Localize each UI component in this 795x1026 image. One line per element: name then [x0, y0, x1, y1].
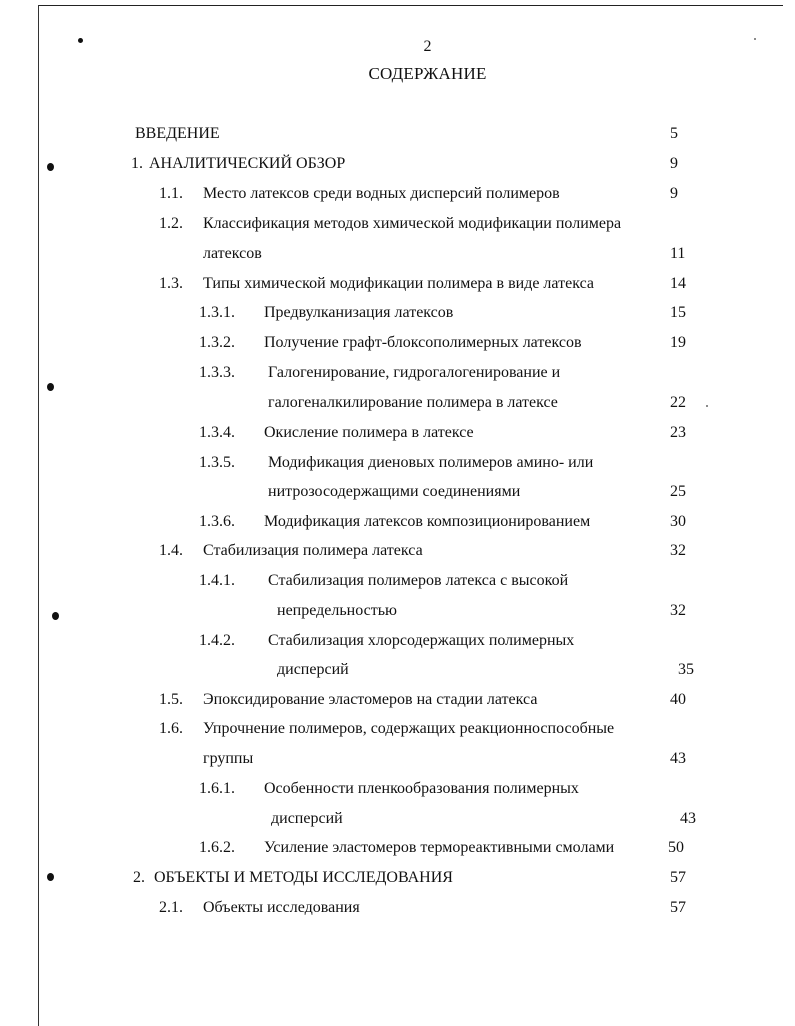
- toc-entry-page: 57: [670, 899, 686, 916]
- toc-entry-text: непредельностью: [277, 602, 397, 619]
- toc-entry-text: Эпоксидирование эластомеров на стадии латекса: [203, 691, 538, 708]
- toc-entry-number: 2.1.: [159, 899, 183, 916]
- toc-entry-text: Галогенирование, гидрогалогенирование и: [268, 364, 561, 381]
- page-number: 2: [423, 38, 432, 55]
- toc-entry-number: 1.3.1.: [199, 304, 235, 321]
- hole-punch-mark: [47, 163, 54, 171]
- toc-entry-text: Модификация диеновых полимеров амино- или: [268, 454, 594, 471]
- toc-entry-number: 1.6.: [159, 720, 183, 737]
- toc-entry-text: Место латексов среди водных дисперсий полимеров: [203, 185, 560, 202]
- page-title: СОДЕРЖАНИЕ: [368, 64, 487, 83]
- toc-entry-number: 1.3.: [159, 275, 183, 292]
- toc-entry-number: 1.3.6.: [199, 513, 235, 530]
- toc-entry-text: Получение графт-блоксополимерных латексов: [264, 334, 582, 351]
- toc-entry-number: 2.: [133, 869, 145, 886]
- toc-entry-text: галогеналкилирование полимера в латексе: [268, 394, 558, 411]
- hole-punch-mark: [47, 383, 54, 391]
- toc-entry-number: 1.3.5.: [199, 454, 235, 471]
- toc-entry-page: 25: [670, 483, 686, 500]
- toc-entry-page: 11: [670, 245, 686, 262]
- toc-entry-number: 1.3.4.: [199, 424, 235, 441]
- toc-entry-text: Предвулканизация латексов: [264, 304, 454, 321]
- toc-entry-text: Стабилизация полимеров латекса с высокой: [268, 572, 569, 589]
- toc-entry-number: 1.3.2.: [199, 334, 235, 351]
- scan-speck: [706, 405, 708, 407]
- toc-entry-page: 50: [668, 839, 684, 856]
- toc-entry-page: 43: [670, 750, 686, 767]
- toc-entry-text: ВВЕДЕНИЕ: [135, 125, 220, 142]
- toc-entry-page: 43: [680, 810, 696, 827]
- toc-entry-page: 9: [670, 185, 678, 202]
- toc-entry-text: Классификация методов химической модификации полимера: [203, 215, 622, 232]
- toc-entry-number: 1.3.3.: [199, 364, 235, 381]
- toc-entry-page: 15: [670, 304, 686, 321]
- toc-entry-page: 30: [670, 513, 686, 530]
- toc-entry-page: 9: [670, 155, 678, 172]
- scan-top-border: [38, 5, 783, 6]
- toc-entry-text: латексов: [203, 245, 262, 262]
- toc-entry-page: 22: [670, 394, 686, 411]
- toc-entry-text: Упрочнение полимеров, содержащих реакционноспособные: [203, 720, 615, 737]
- toc-entry-page: 40: [670, 691, 686, 708]
- toc-entry-number: 1.6.1.: [199, 780, 235, 797]
- toc-entry-page: 23: [670, 424, 686, 441]
- toc-entry-text: Особенности пленкообразования полимерных: [264, 780, 579, 797]
- toc-entry-text: Окисление полимера в латексе: [264, 424, 474, 441]
- toc-entry-number: 1.2.: [159, 215, 183, 232]
- toc-entry-text: ОБЪЕКТЫ И МЕТОДЫ ИССЛЕДОВАНИЯ: [154, 869, 453, 886]
- scan-left-border: [38, 5, 39, 1026]
- toc-entry-text: дисперсий: [277, 661, 349, 678]
- toc-entry-number: 1.: [131, 155, 143, 172]
- toc-entry-text: группы: [203, 750, 254, 767]
- toc-entry-text: дисперсий: [271, 810, 343, 827]
- toc-entry-page: 35: [678, 661, 694, 678]
- toc-entry-page: 32: [670, 602, 686, 619]
- toc-entry-number: 1.1.: [159, 185, 183, 202]
- hole-punch-mark: [52, 612, 59, 620]
- toc-entry-text: нитрозосодержащими соединениями: [268, 483, 521, 500]
- hole-punch-mark: [47, 873, 54, 881]
- toc-entry-page: 5: [670, 125, 678, 142]
- toc-entry-number: 1.6.2.: [199, 839, 235, 856]
- toc-entry-page: 32: [670, 542, 686, 559]
- toc-entry-text: Стабилизация полимера латекса: [203, 542, 423, 559]
- toc-entry-number: 1.4.2.: [199, 632, 235, 649]
- toc-entry-text: Типы химической модификации полимера в виде латекса: [203, 275, 594, 292]
- toc-entry-text: Объекты исследования: [203, 899, 360, 916]
- toc-entry-text: АНАЛИТИЧЕСКИЙ ОБЗОР: [149, 155, 346, 172]
- toc-entry-number: 1.4.: [159, 542, 183, 559]
- toc-entry-page: 19: [670, 334, 686, 351]
- toc-entry-number: 1.4.1.: [199, 572, 235, 589]
- toc-entry-number: 1.5.: [159, 691, 183, 708]
- toc-entry-text: Модификация латексов композиционированием: [264, 513, 591, 530]
- toc-entry-page: 14: [670, 275, 686, 292]
- toc-entry-page: 57: [670, 869, 686, 886]
- toc-entry-text: Усиление эластомеров термореактивными смолами: [264, 839, 615, 856]
- toc-entry-text: Стабилизация хлорсодержащих полимерных: [268, 632, 575, 649]
